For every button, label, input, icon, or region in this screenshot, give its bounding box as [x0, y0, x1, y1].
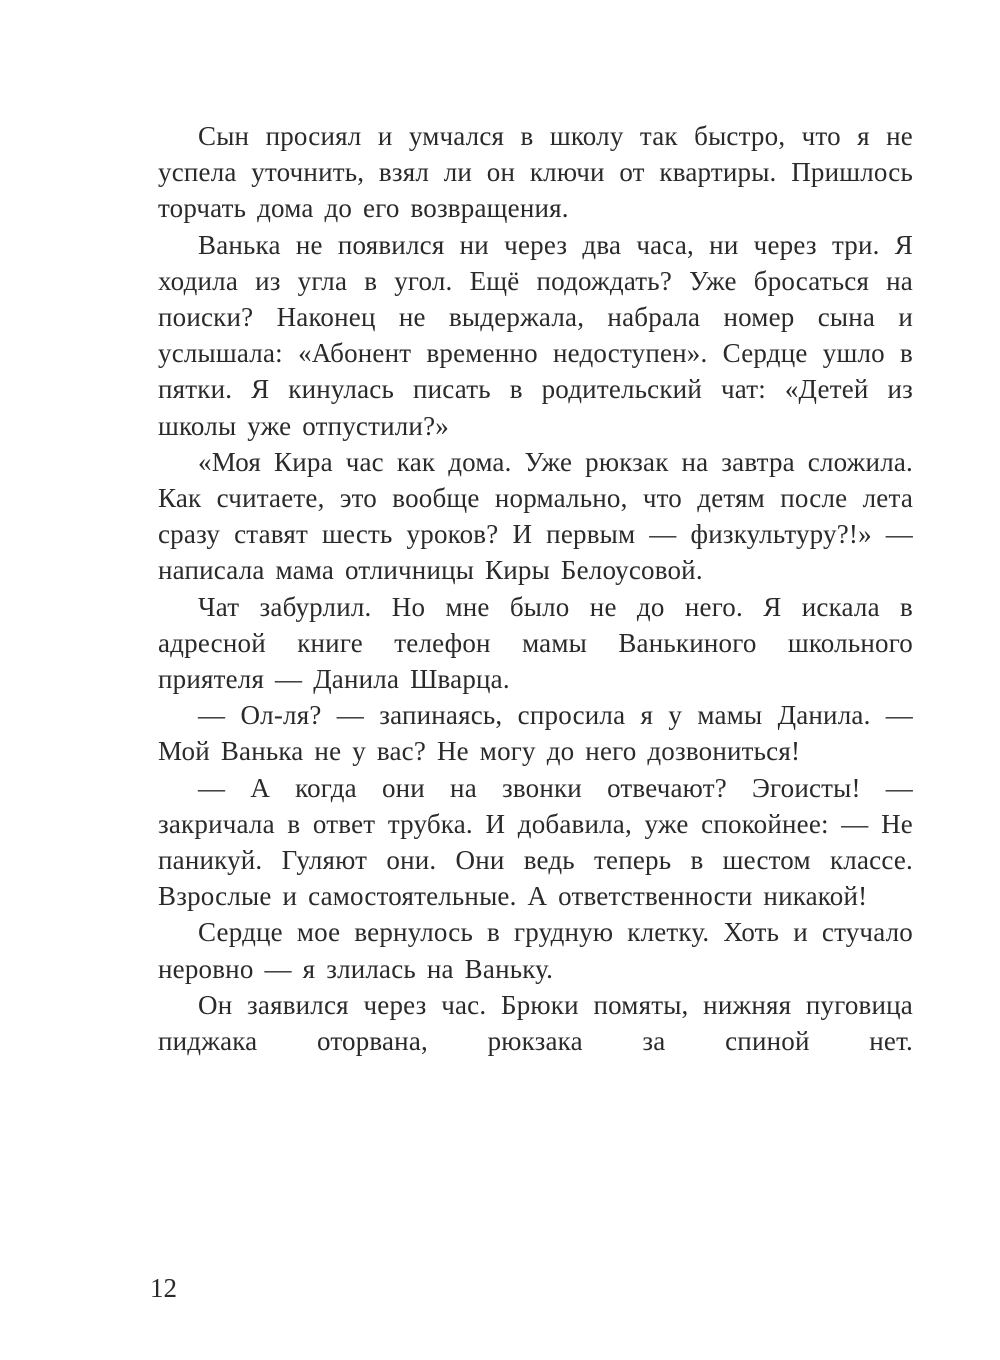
- paragraph-1: Сын просиял и умчался в школу так быстро, что я не успела уточнить, взял ли он ключи от квартиры. Пришлось торчать дома до его возвращения.: [158, 121, 913, 224]
- paragraph-4: Чат забурлил. Но мне было не до него. Я искала в адресной книге телефон мамы Ванькиного школьного приятеля — Данила Шварца.: [158, 591, 913, 695]
- paragraph-3: «Моя Кира час как дома. Уже рюкзак на завтра сложила. Как считаете, это вообще нормально, что детям после лета сразу ставят шесть уроков? И первым — физкультуру?!» — написала мама отличницы Киры Белоусовой.: [158, 446, 913, 586]
- paragraph-7: Сердце мое вернулось в грудную клетку. Хоть и стучало неровно — я злилась на Ваньку.: [158, 917, 913, 984]
- paragraph-8: Он заявился через час. Брюки помяты, нижняя пуговица пиджака оторвана, рюкзака за спиной нет.: [158, 989, 913, 1057]
- page-number: 12: [150, 1273, 177, 1303]
- paragraph-5: — Ол-ля? — запинаясь, спросила я у мамы Данила. — Мой Ванька не у вас? Не могу до него дозвониться!: [158, 700, 913, 767]
- paragraph-6: — А когда они на звонки отвечают? Эгоисты! — закричала в ответ трубка. И добавила, уже спокойнее: — Не паникуй. Гуляют они. Они ведь теперь в шестом классе. Взрослые и самостоятельные. А ответственности никакой!: [158, 772, 913, 912]
- page-text: [158, 118, 913, 1059]
- paragraph-2: Ванька не появился ни через два часа, ни через три. Я ходила из угла в угол. Ещё подождать? Уже бросаться на поиски? Наконец не выдержала, набрала номер сына и услышала: «Абонент временно недоступен». Сердце ушло в пятки. Я кинулась писать в родительский чат: «Детей из школы уже отпустили?»: [158, 229, 913, 441]
